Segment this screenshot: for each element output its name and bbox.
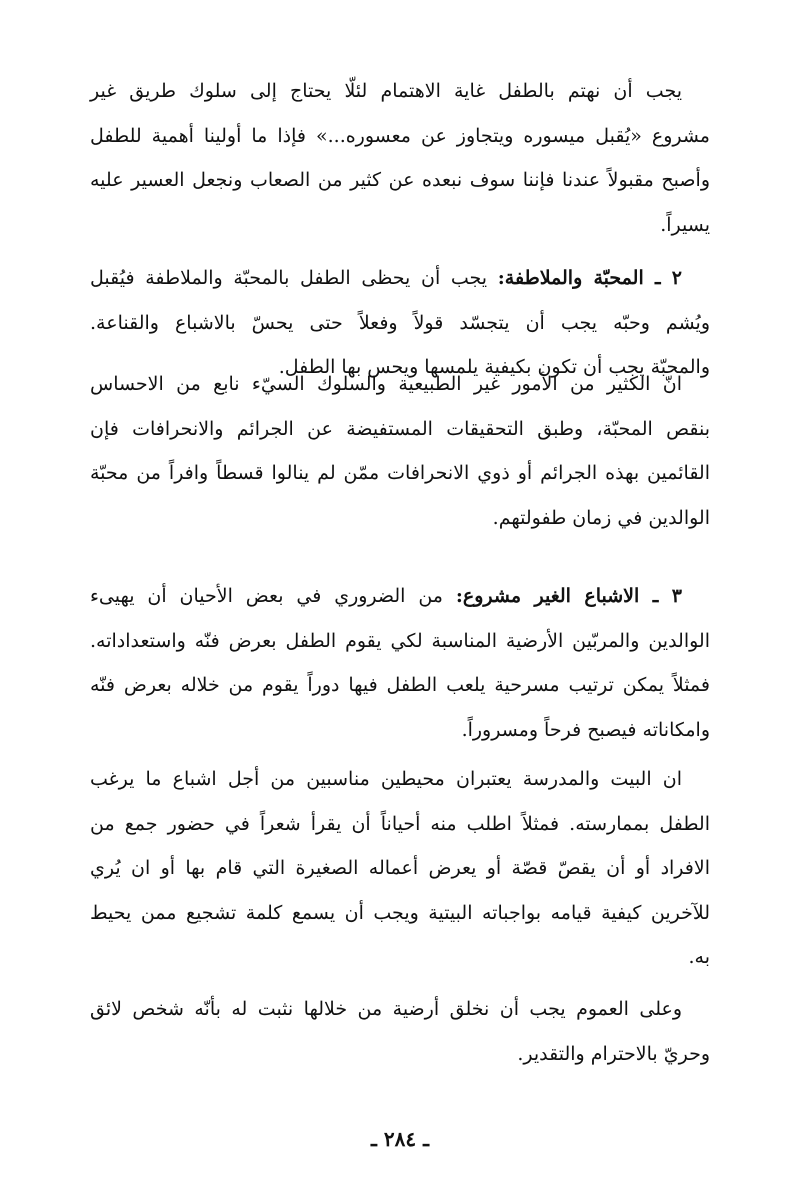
text-line (90, 256, 710, 301)
text-line: وامكاناته فيصبح فرحاً ومسروراً. (461, 718, 710, 741)
section-heading: ٢ ـ المحبّة والملاطفة: (497, 267, 682, 289)
text-line: بنقص المحبّة، وطبق التحقيقات المستفيضة عن الجرائم والانحرافات فإن (90, 417, 710, 440)
text-line (90, 574, 710, 619)
text-line: مشروع «يُقبل ميسوره ويتجاوز عن معسوره...» فإذا ما أولينا أهمية للطفل (90, 124, 710, 147)
paragraph-6 (90, 987, 710, 1076)
text-line: الوالدين والمربّين الأرضية المناسبة لكي يقوم الطفل بعرض فنّه واستعداداته. (90, 629, 710, 652)
text-line: يسيراً. (660, 213, 710, 236)
text-line: انّ الكثير من الأمور غير الطبيعية والسلوك السيّء نابع من الاحساس (90, 373, 682, 395)
page-number: ـ ٢٨٤ ـ (371, 1127, 429, 1151)
paragraph-5 (90, 757, 710, 980)
text-line: به. (688, 946, 710, 968)
text-segment: من الضروري في بعض الأحيان أن يهيىء (90, 585, 443, 607)
paragraph-1 (90, 69, 710, 247)
text-line: القائمين بهذه الجرائم أو ذوي الانحرافات ممّن لم ينالوا قسطاً وافراً من محبّة (90, 462, 710, 484)
text-line: الافراد أو أن يقصّ قصّة أو يعرض أعماله الصغيرة التي قام بها أو ان يُري (90, 857, 710, 879)
text-line: وأصبح مقبولاً عندنا فإننا سوف نبعده عن كثير من الصعاب ونجعل العسير عليه (90, 169, 710, 191)
text-line: وحريّ بالاحترام والتقدير. (517, 1042, 710, 1065)
text-line: الطفل بممارسته. فمثلاً اطلب منه أحياناً أن يقرأ شعراً في حضور جمع من (90, 812, 710, 835)
text-line: ان البيت والمدرسة يعتبران محيطين مناسبين من أجل اشباع ما يرغب (90, 768, 682, 790)
text-segment: يجب أن يحظى الطفل بالمحبّة والملاطفة فيُقبل (90, 267, 488, 289)
text-line: للآخرين كيفية قيامه بواجباته البيتية ويجب أن يسمع كلمة تشجيع ممن يحيط (90, 901, 710, 924)
text-line: ويُشم وحبّه يجب أن يتجسّد قولاً وفعلاً حتى يحسّ بالاشباع والقناعة. (90, 311, 710, 334)
section-heading: ٣ ـ الاشباع الغير مشروع: (455, 585, 682, 607)
paragraph-3 (90, 362, 710, 540)
text-line: والمحبّة يجب أن تكون بكيفية يلمسها ويحس بها الطفل. (278, 356, 710, 378)
text-line: يجب أن نهتم بالطفل غاية الاهتمام لئلّا يحتاج إلى سلوك طريق غير (90, 80, 682, 102)
text-line: فمثلاً يمكن ترتيب مسرحية يلعب الطفل فيها دوراً يقوم من خلاله بعرض فنّه (90, 674, 710, 696)
text-line: الوالدين في زمان طفولتهم. (492, 506, 710, 529)
paragraph-4 (90, 574, 710, 752)
text-line: وعلى العموم يجب أن نخلق أرضية من خلالها نثبت له بأنّه شخص لائق (90, 998, 682, 1020)
